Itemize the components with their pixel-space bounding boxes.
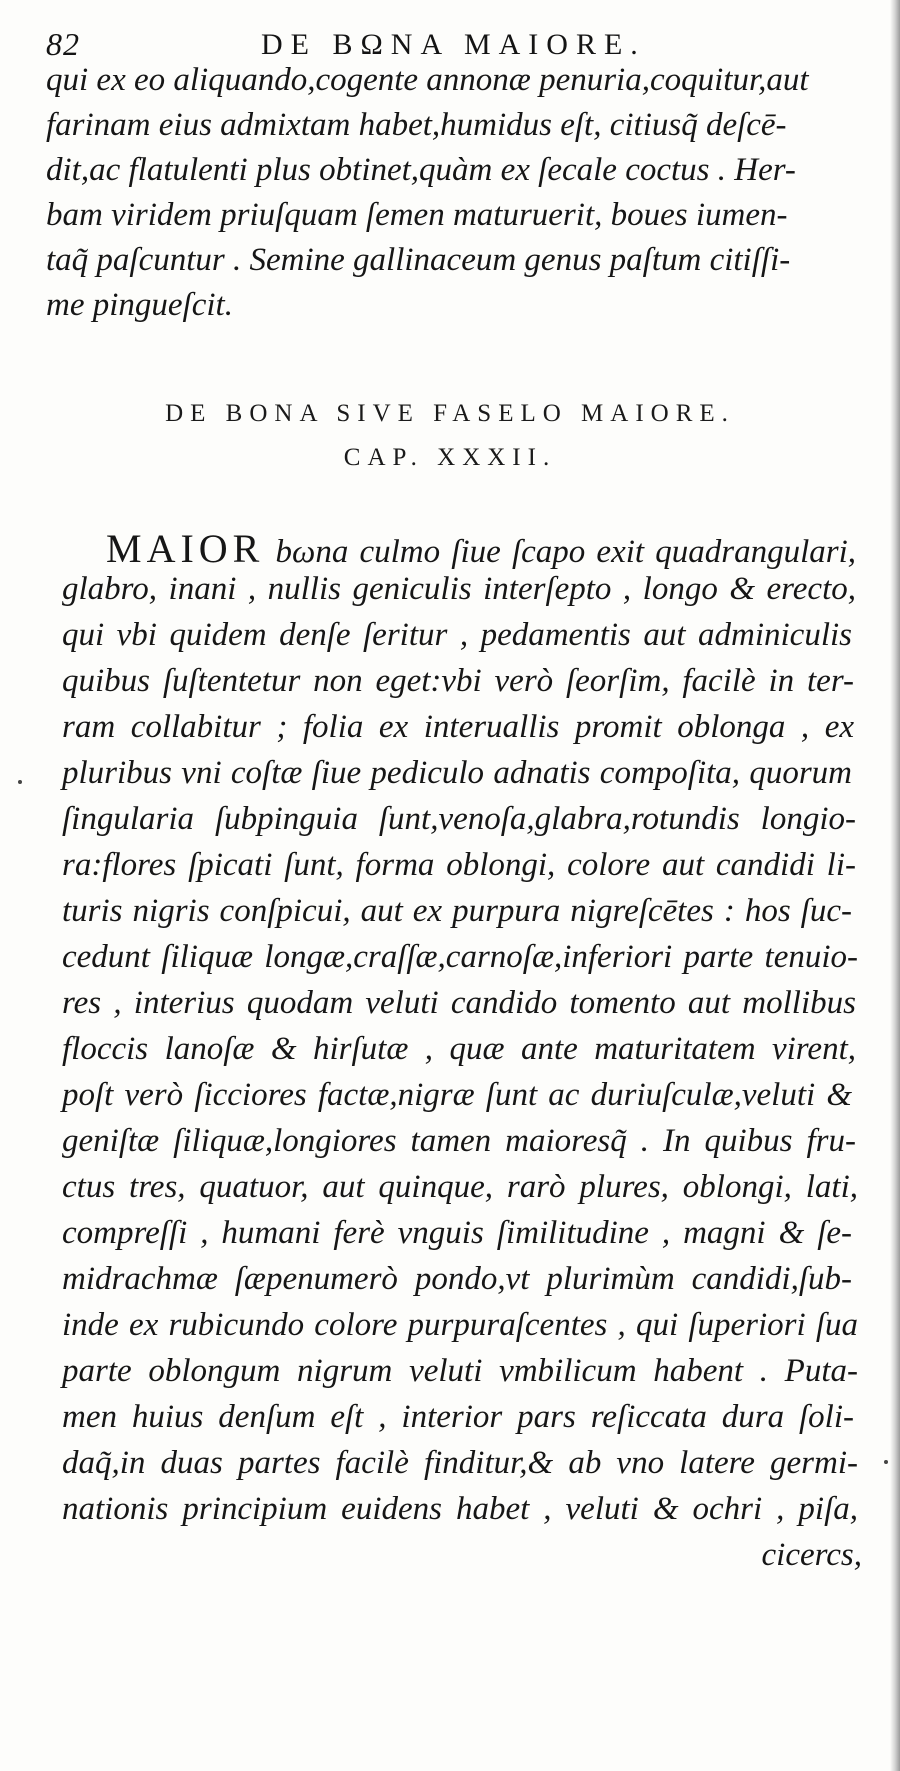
text-line: inde ex rubicundo colore purpuraſcentes , qui ſuperiori ſua: [62, 1307, 858, 1343]
text-line: glabro, inani , nullis geniculis interſepto , longo & erecto,: [62, 571, 856, 607]
opening-line-text: bωna culmo ſiue ſcapo exit quadrangulari,: [275, 534, 856, 570]
text-line: qui ex eo aliquando,cogente annonæ penuria,coquitur,aut: [46, 62, 809, 98]
text-line: turis nigris conſpicui, aut ex purpura nigreſcētes : hos ſuc-: [62, 893, 852, 929]
text-line: quibus ſuſtentetur non eget:vbi verò ſeorſim, facilè in ter-: [62, 663, 854, 699]
text-line: cedunt ſiliquæ longæ,craſſæ,carnoſæ,inferiori parte tenuio-: [62, 939, 858, 975]
text-line: geniſtæ ſiliquæ,longiores tamen maioresq̃ . In quibus fru-: [62, 1123, 856, 1159]
text-line: parte oblongum nigrum veluti vmbilicum habent . Puta-: [62, 1353, 858, 1389]
text-line: poſt verò ſicciores factæ,nigræ ſunt ac duriuſculæ,veluti &: [62, 1077, 852, 1113]
text-line: daq̃,in duas partes facilè finditur,& ab vno latere germi-: [62, 1445, 858, 1481]
chapter-title: DE BONA SIVE FASELO MAIORE.: [165, 400, 735, 427]
text-line: taq̃ paſcuntur . Semine gallinaceum genus paſtum citiſſi-: [46, 242, 791, 278]
catchword: cicercs,: [761, 1537, 862, 1573]
running-title: DE BΩNA MAIORE.: [261, 28, 646, 61]
text-line: farinam eius admixtam habet,humidus eſt, citiusq̃ deſcē-: [46, 107, 787, 143]
chapter-number: CAP. XXXII.: [343, 444, 557, 471]
text-line: nationis principium euidens habet , veluti & ochri , piſa,: [62, 1491, 858, 1527]
margin-mark: [884, 1460, 888, 1464]
page-number: 82: [46, 26, 80, 62]
opening-word: MAIOR: [106, 526, 265, 571]
margin-mark: [18, 780, 22, 784]
text-line: ram collabitur ; folia ex interuallis promit oblonga , ex: [62, 709, 854, 745]
opening-line: [106, 525, 856, 572]
text-line: pluribus vni coſtæ ſiue pediculo adnatis compoſita, quorum: [62, 755, 852, 791]
text-line: floccis lanoſæ & hirſutæ , quæ ante maturitatem virent,: [62, 1031, 856, 1067]
text-line: bam viridem priuſquam ſemen maturuerit, boues iumen-: [46, 197, 788, 233]
text-line: dit,ac flatulenti plus obtinet,quàm ex ſecale coctus . Her-: [46, 152, 796, 188]
text-line: me pingueſcit.: [46, 287, 233, 323]
text-line: midrachmæ ſæpenumerò pondo,vt plurimùm candidi,ſub-: [62, 1261, 852, 1297]
text-line: ctus tres, quatuor, aut quinque, rarò plures, oblongi, lati,: [62, 1169, 858, 1205]
text-line: men huius denſum eſt , interior pars reſiccata dura ſoli-: [62, 1399, 854, 1435]
text-line: ſingularia ſubpinguia ſunt,venoſa,glabra,rotundis longio-: [62, 801, 856, 837]
text-line: ra:flores ſpicati ſunt, forma oblongi, colore aut candidi li-: [62, 847, 856, 883]
text-line: res , interius quodam veluti candido tomento aut mollibus: [62, 985, 856, 1021]
text-line: compreſſi , humani ferè vnguis ſimilitudine , magni & ſe-: [62, 1215, 852, 1251]
text-line: qui vbi quidem denſe ſeritur , pedamentis aut adminiculis: [62, 617, 852, 653]
page-edge-shadow: [890, 0, 900, 1771]
